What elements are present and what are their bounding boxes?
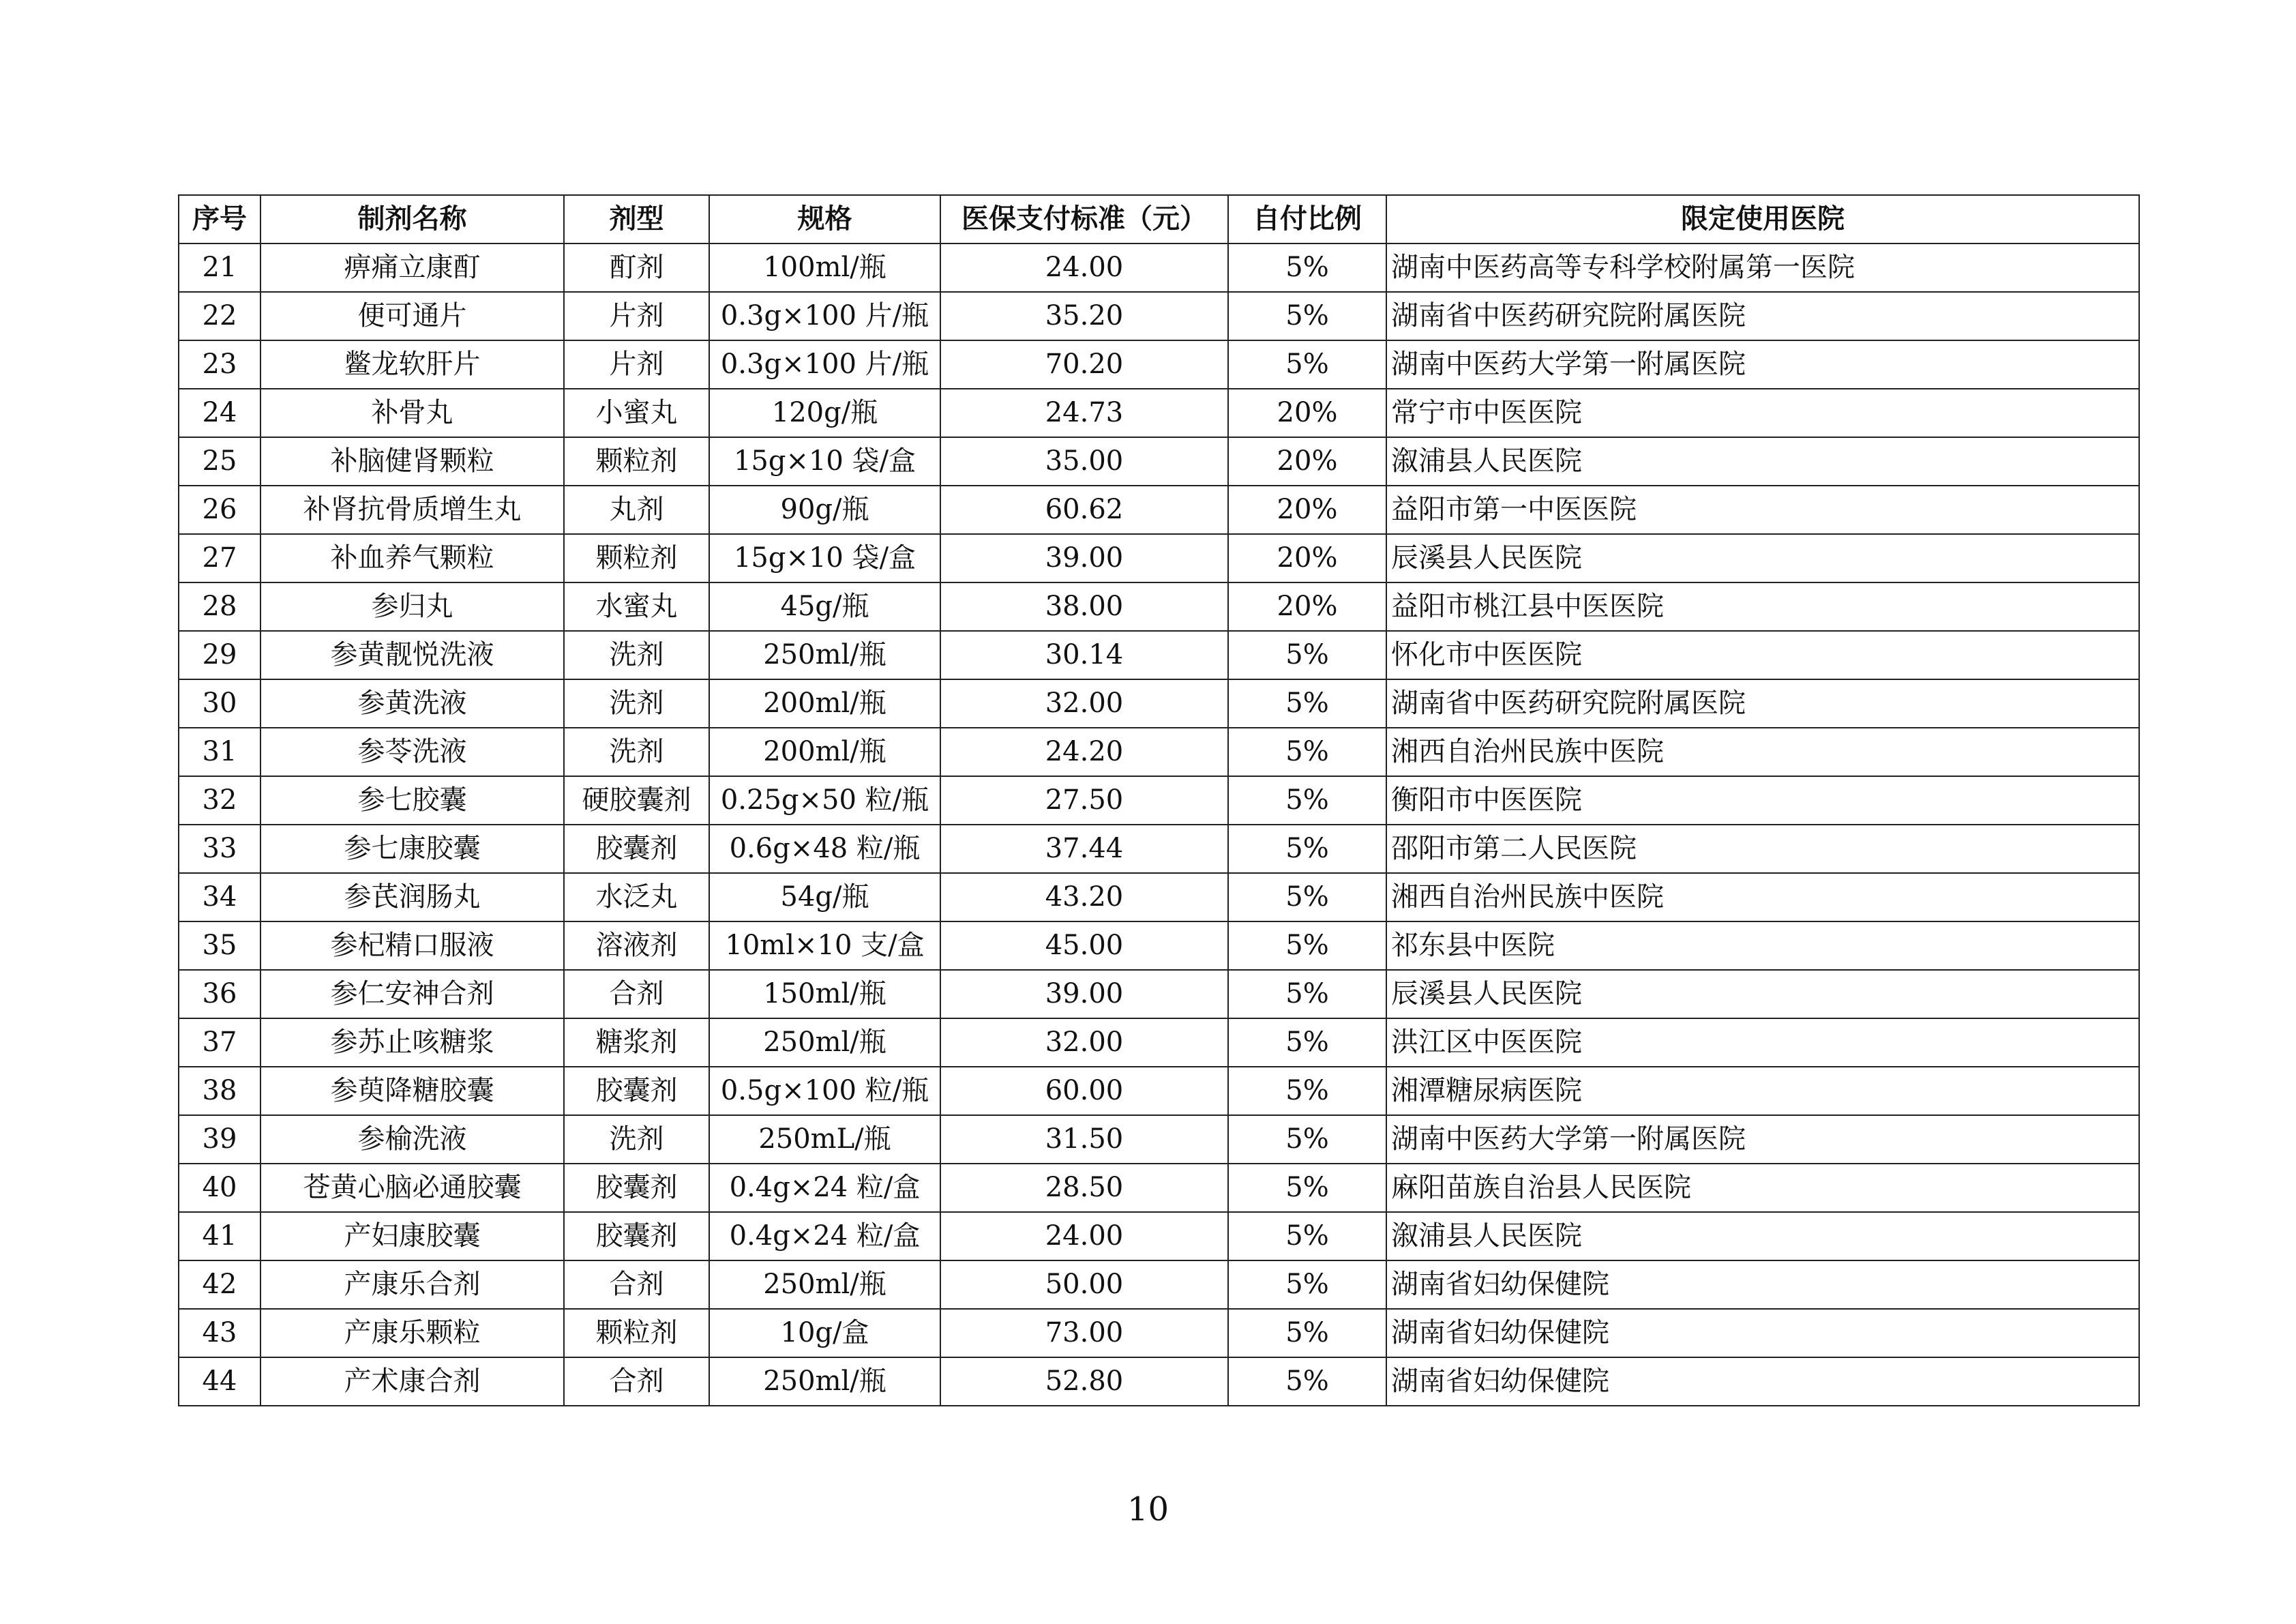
cell-dosage-form: 颗粒剂	[564, 534, 709, 582]
header-payment-standard: 医保支付标准（元）	[940, 195, 1228, 243]
cell-preparation-name: 产康乐颗粒	[260, 1309, 564, 1357]
cell-specification: 100ml/瓶	[709, 243, 940, 292]
cell-preparation-name: 补脑健肾颗粒	[260, 437, 564, 486]
cell-designated-hospital: 湖南中医药大学第一附属医院	[1386, 340, 2139, 389]
cell-dosage-form: 片剂	[564, 340, 709, 389]
table-row	[179, 873, 2139, 921]
cell-preparation-name: 产康乐合剂	[260, 1260, 564, 1309]
cell-payment-standard: 37.44	[940, 825, 1228, 873]
cell-index: 28	[179, 582, 260, 631]
cell-preparation-name: 参仁安神合剂	[260, 970, 564, 1018]
cell-payment-standard: 73.00	[940, 1309, 1228, 1357]
cell-index: 35	[179, 921, 260, 970]
cell-designated-hospital: 洪江区中医医院	[1386, 1018, 2139, 1067]
cell-specification: 0.4g×24 粒/盒	[709, 1164, 940, 1212]
cell-specification: 250mL/瓶	[709, 1115, 940, 1164]
cell-self-pay-ratio: 5%	[1228, 1260, 1386, 1309]
cell-specification: 0.5g×100 粒/瓶	[709, 1067, 940, 1115]
cell-specification: 250ml/瓶	[709, 1357, 940, 1406]
table-row	[179, 728, 2139, 776]
cell-designated-hospital: 湖南省妇幼保健院	[1386, 1357, 2139, 1406]
cell-specification: 250ml/瓶	[709, 1018, 940, 1067]
cell-preparation-name: 参黄洗液	[260, 679, 564, 728]
table-row	[179, 243, 2139, 292]
cell-payment-standard: 45.00	[940, 921, 1228, 970]
cell-preparation-name: 鳖龙软肝片	[260, 340, 564, 389]
cell-dosage-form: 溶液剂	[564, 921, 709, 970]
cell-index: 39	[179, 1115, 260, 1164]
cell-index: 42	[179, 1260, 260, 1309]
cell-preparation-name: 参萸降糖胶囊	[260, 1067, 564, 1115]
cell-self-pay-ratio: 5%	[1228, 970, 1386, 1018]
cell-designated-hospital: 辰溪县人民医院	[1386, 970, 2139, 1018]
cell-designated-hospital: 邵阳市第二人民医院	[1386, 825, 2139, 873]
cell-self-pay-ratio: 5%	[1228, 1212, 1386, 1260]
cell-dosage-form: 酊剂	[564, 243, 709, 292]
cell-specification: 250ml/瓶	[709, 631, 940, 679]
cell-self-pay-ratio: 5%	[1228, 1357, 1386, 1406]
cell-designated-hospital: 湖南省中医药研究院附属医院	[1386, 292, 2139, 340]
cell-index: 33	[179, 825, 260, 873]
header-index: 序号	[179, 195, 260, 243]
cell-self-pay-ratio: 5%	[1228, 776, 1386, 825]
cell-payment-standard: 24.20	[940, 728, 1228, 776]
cell-specification: 250ml/瓶	[709, 1260, 940, 1309]
cell-specification: 45g/瓶	[709, 582, 940, 631]
cell-preparation-name: 参苏止咳糖浆	[260, 1018, 564, 1067]
cell-self-pay-ratio: 5%	[1228, 631, 1386, 679]
cell-designated-hospital: 湘西自治州民族中医院	[1386, 728, 2139, 776]
cell-dosage-form: 小蜜丸	[564, 389, 709, 437]
table-body	[179, 243, 2139, 1406]
table-row	[179, 292, 2139, 340]
cell-specification: 10g/盒	[709, 1309, 940, 1357]
cell-preparation-name: 便可通片	[260, 292, 564, 340]
cell-dosage-form: 糖浆剂	[564, 1018, 709, 1067]
table-row	[179, 340, 2139, 389]
page-number: 10	[1127, 1490, 1169, 1529]
cell-index: 34	[179, 873, 260, 921]
cell-payment-standard: 30.14	[940, 631, 1228, 679]
cell-payment-standard: 27.50	[940, 776, 1228, 825]
cell-payment-standard: 38.00	[940, 582, 1228, 631]
cell-dosage-form: 片剂	[564, 292, 709, 340]
cell-index: 36	[179, 970, 260, 1018]
header-preparation-name: 制剂名称	[260, 195, 564, 243]
header-self-pay-ratio: 自付比例	[1228, 195, 1386, 243]
cell-payment-standard: 24.00	[940, 243, 1228, 292]
cell-preparation-name: 苍黄心脑必通胶囊	[260, 1164, 564, 1212]
cell-index: 29	[179, 631, 260, 679]
cell-payment-standard: 35.20	[940, 292, 1228, 340]
cell-dosage-form: 水泛丸	[564, 873, 709, 921]
table-header-row	[179, 195, 2139, 243]
cell-index: 32	[179, 776, 260, 825]
table-row	[179, 631, 2139, 679]
cell-payment-standard: 70.20	[940, 340, 1228, 389]
cell-designated-hospital: 湖南省中医药研究院附属医院	[1386, 679, 2139, 728]
table-row	[179, 1357, 2139, 1406]
cell-dosage-form: 洗剂	[564, 631, 709, 679]
header-designated-hospital: 限定使用医院	[1386, 195, 2139, 243]
cell-payment-standard: 35.00	[940, 437, 1228, 486]
cell-self-pay-ratio: 5%	[1228, 1115, 1386, 1164]
cell-dosage-form: 合剂	[564, 1357, 709, 1406]
table-row	[179, 534, 2139, 582]
cell-payment-standard: 24.73	[940, 389, 1228, 437]
cell-preparation-name: 参杞精口服液	[260, 921, 564, 970]
cell-dosage-form: 洗剂	[564, 728, 709, 776]
table-row	[179, 1164, 2139, 1212]
cell-specification: 0.3g×100 片/瓶	[709, 340, 940, 389]
cell-designated-hospital: 溆浦县人民医院	[1386, 1212, 2139, 1260]
cell-preparation-name: 补血养气颗粒	[260, 534, 564, 582]
cell-preparation-name: 痹痛立康酊	[260, 243, 564, 292]
cell-payment-standard: 31.50	[940, 1115, 1228, 1164]
cell-self-pay-ratio: 20%	[1228, 389, 1386, 437]
header-specification: 规格	[709, 195, 940, 243]
cell-payment-standard: 60.62	[940, 486, 1228, 534]
cell-payment-standard: 39.00	[940, 970, 1228, 1018]
table-row	[179, 825, 2139, 873]
table-row	[179, 776, 2139, 825]
cell-self-pay-ratio: 20%	[1228, 582, 1386, 631]
cell-designated-hospital: 湘潭糖尿病医院	[1386, 1067, 2139, 1115]
cell-dosage-form: 洗剂	[564, 1115, 709, 1164]
cell-dosage-form: 丸剂	[564, 486, 709, 534]
cell-self-pay-ratio: 20%	[1228, 534, 1386, 582]
cell-self-pay-ratio: 20%	[1228, 486, 1386, 534]
cell-preparation-name: 补骨丸	[260, 389, 564, 437]
cell-payment-standard: 43.20	[940, 873, 1228, 921]
cell-specification: 10ml×10 支/盒	[709, 921, 940, 970]
cell-self-pay-ratio: 5%	[1228, 1309, 1386, 1357]
cell-index: 30	[179, 679, 260, 728]
cell-specification: 54g/瓶	[709, 873, 940, 921]
cell-self-pay-ratio: 5%	[1228, 1164, 1386, 1212]
cell-index: 43	[179, 1309, 260, 1357]
cell-dosage-form: 胶囊剂	[564, 825, 709, 873]
cell-payment-standard: 60.00	[940, 1067, 1228, 1115]
cell-index: 27	[179, 534, 260, 582]
cell-payment-standard: 24.00	[940, 1212, 1228, 1260]
cell-preparation-name: 参归丸	[260, 582, 564, 631]
cell-self-pay-ratio: 20%	[1228, 437, 1386, 486]
cell-designated-hospital: 湖南中医药大学第一附属医院	[1386, 1115, 2139, 1164]
cell-payment-standard: 52.80	[940, 1357, 1228, 1406]
cell-dosage-form: 合剂	[564, 1260, 709, 1309]
cell-preparation-name: 补肾抗骨质增生丸	[260, 486, 564, 534]
cell-self-pay-ratio: 5%	[1228, 873, 1386, 921]
cell-designated-hospital: 益阳市桃江县中医医院	[1386, 582, 2139, 631]
cell-specification: 15g×10 袋/盒	[709, 437, 940, 486]
cell-specification: 150ml/瓶	[709, 970, 940, 1018]
cell-dosage-form: 水蜜丸	[564, 582, 709, 631]
cell-dosage-form: 颗粒剂	[564, 437, 709, 486]
cell-specification: 15g×10 袋/盒	[709, 534, 940, 582]
cell-payment-standard: 50.00	[940, 1260, 1228, 1309]
cell-designated-hospital: 湖南省妇幼保健院	[1386, 1309, 2139, 1357]
table-row	[179, 1067, 2139, 1115]
cell-self-pay-ratio: 5%	[1228, 292, 1386, 340]
cell-designated-hospital: 辰溪县人民医院	[1386, 534, 2139, 582]
table-row	[179, 970, 2139, 1018]
cell-payment-standard: 28.50	[940, 1164, 1228, 1212]
cell-specification: 90g/瓶	[709, 486, 940, 534]
cell-self-pay-ratio: 5%	[1228, 340, 1386, 389]
cell-self-pay-ratio: 5%	[1228, 1018, 1386, 1067]
table-row	[179, 1212, 2139, 1260]
cell-self-pay-ratio: 5%	[1228, 921, 1386, 970]
cell-index: 23	[179, 340, 260, 389]
table-row	[179, 921, 2139, 970]
cell-specification: 0.25g×50 粒/瓶	[709, 776, 940, 825]
cell-designated-hospital: 怀化市中医医院	[1386, 631, 2139, 679]
cell-dosage-form: 胶囊剂	[564, 1164, 709, 1212]
table-row	[179, 582, 2139, 631]
cell-designated-hospital: 益阳市第一中医医院	[1386, 486, 2139, 534]
cell-self-pay-ratio: 5%	[1228, 679, 1386, 728]
preparation-catalog-table	[178, 194, 2140, 1406]
cell-index: 41	[179, 1212, 260, 1260]
cell-specification: 200ml/瓶	[709, 728, 940, 776]
cell-specification: 200ml/瓶	[709, 679, 940, 728]
cell-designated-hospital: 湘西自治州民族中医院	[1386, 873, 2139, 921]
cell-specification: 0.6g×48 粒/瓶	[709, 825, 940, 873]
cell-index: 26	[179, 486, 260, 534]
cell-preparation-name: 产妇康胶囊	[260, 1212, 564, 1260]
cell-self-pay-ratio: 5%	[1228, 825, 1386, 873]
cell-payment-standard: 39.00	[940, 534, 1228, 582]
cell-index: 37	[179, 1018, 260, 1067]
cell-dosage-form: 胶囊剂	[564, 1067, 709, 1115]
cell-designated-hospital: 溆浦县人民医院	[1386, 437, 2139, 486]
cell-index: 22	[179, 292, 260, 340]
cell-preparation-name: 参苓洗液	[260, 728, 564, 776]
cell-dosage-form: 胶囊剂	[564, 1212, 709, 1260]
cell-self-pay-ratio: 5%	[1228, 1067, 1386, 1115]
table-row	[179, 486, 2139, 534]
cell-designated-hospital: 湖南省妇幼保健院	[1386, 1260, 2139, 1309]
cell-index: 44	[179, 1357, 260, 1406]
cell-payment-standard: 32.00	[940, 679, 1228, 728]
cell-preparation-name: 参七胶囊	[260, 776, 564, 825]
cell-index: 40	[179, 1164, 260, 1212]
cell-preparation-name: 参芪润肠丸	[260, 873, 564, 921]
cell-dosage-form: 颗粒剂	[564, 1309, 709, 1357]
cell-designated-hospital: 祁东县中医院	[1386, 921, 2139, 970]
cell-dosage-form: 洗剂	[564, 679, 709, 728]
cell-dosage-form: 硬胶囊剂	[564, 776, 709, 825]
cell-designated-hospital: 衡阳市中医医院	[1386, 776, 2139, 825]
table-row	[179, 679, 2139, 728]
cell-designated-hospital: 湖南中医药高等专科学校附属第一医院	[1386, 243, 2139, 292]
table-row	[179, 1115, 2139, 1164]
table-row	[179, 1260, 2139, 1309]
cell-preparation-name: 参榆洗液	[260, 1115, 564, 1164]
cell-dosage-form: 合剂	[564, 970, 709, 1018]
cell-specification: 0.4g×24 粒/盒	[709, 1212, 940, 1260]
header-dosage-form: 剂型	[564, 195, 709, 243]
cell-index: 21	[179, 243, 260, 292]
cell-self-pay-ratio: 5%	[1228, 243, 1386, 292]
cell-index: 31	[179, 728, 260, 776]
cell-specification: 0.3g×100 片/瓶	[709, 292, 940, 340]
table-row	[179, 389, 2139, 437]
table-row	[179, 437, 2139, 486]
cell-index: 38	[179, 1067, 260, 1115]
cell-preparation-name: 产术康合剂	[260, 1357, 564, 1406]
cell-specification: 120g/瓶	[709, 389, 940, 437]
cell-payment-standard: 32.00	[940, 1018, 1228, 1067]
cell-preparation-name: 参七康胶囊	[260, 825, 564, 873]
table-row	[179, 1309, 2139, 1357]
cell-designated-hospital: 常宁市中医医院	[1386, 389, 2139, 437]
cell-index: 24	[179, 389, 260, 437]
cell-designated-hospital: 麻阳苗族自治县人民医院	[1386, 1164, 2139, 1212]
table-row	[179, 1018, 2139, 1067]
cell-preparation-name: 参黄靓悦洗液	[260, 631, 564, 679]
cell-self-pay-ratio: 5%	[1228, 728, 1386, 776]
cell-index: 25	[179, 437, 260, 486]
